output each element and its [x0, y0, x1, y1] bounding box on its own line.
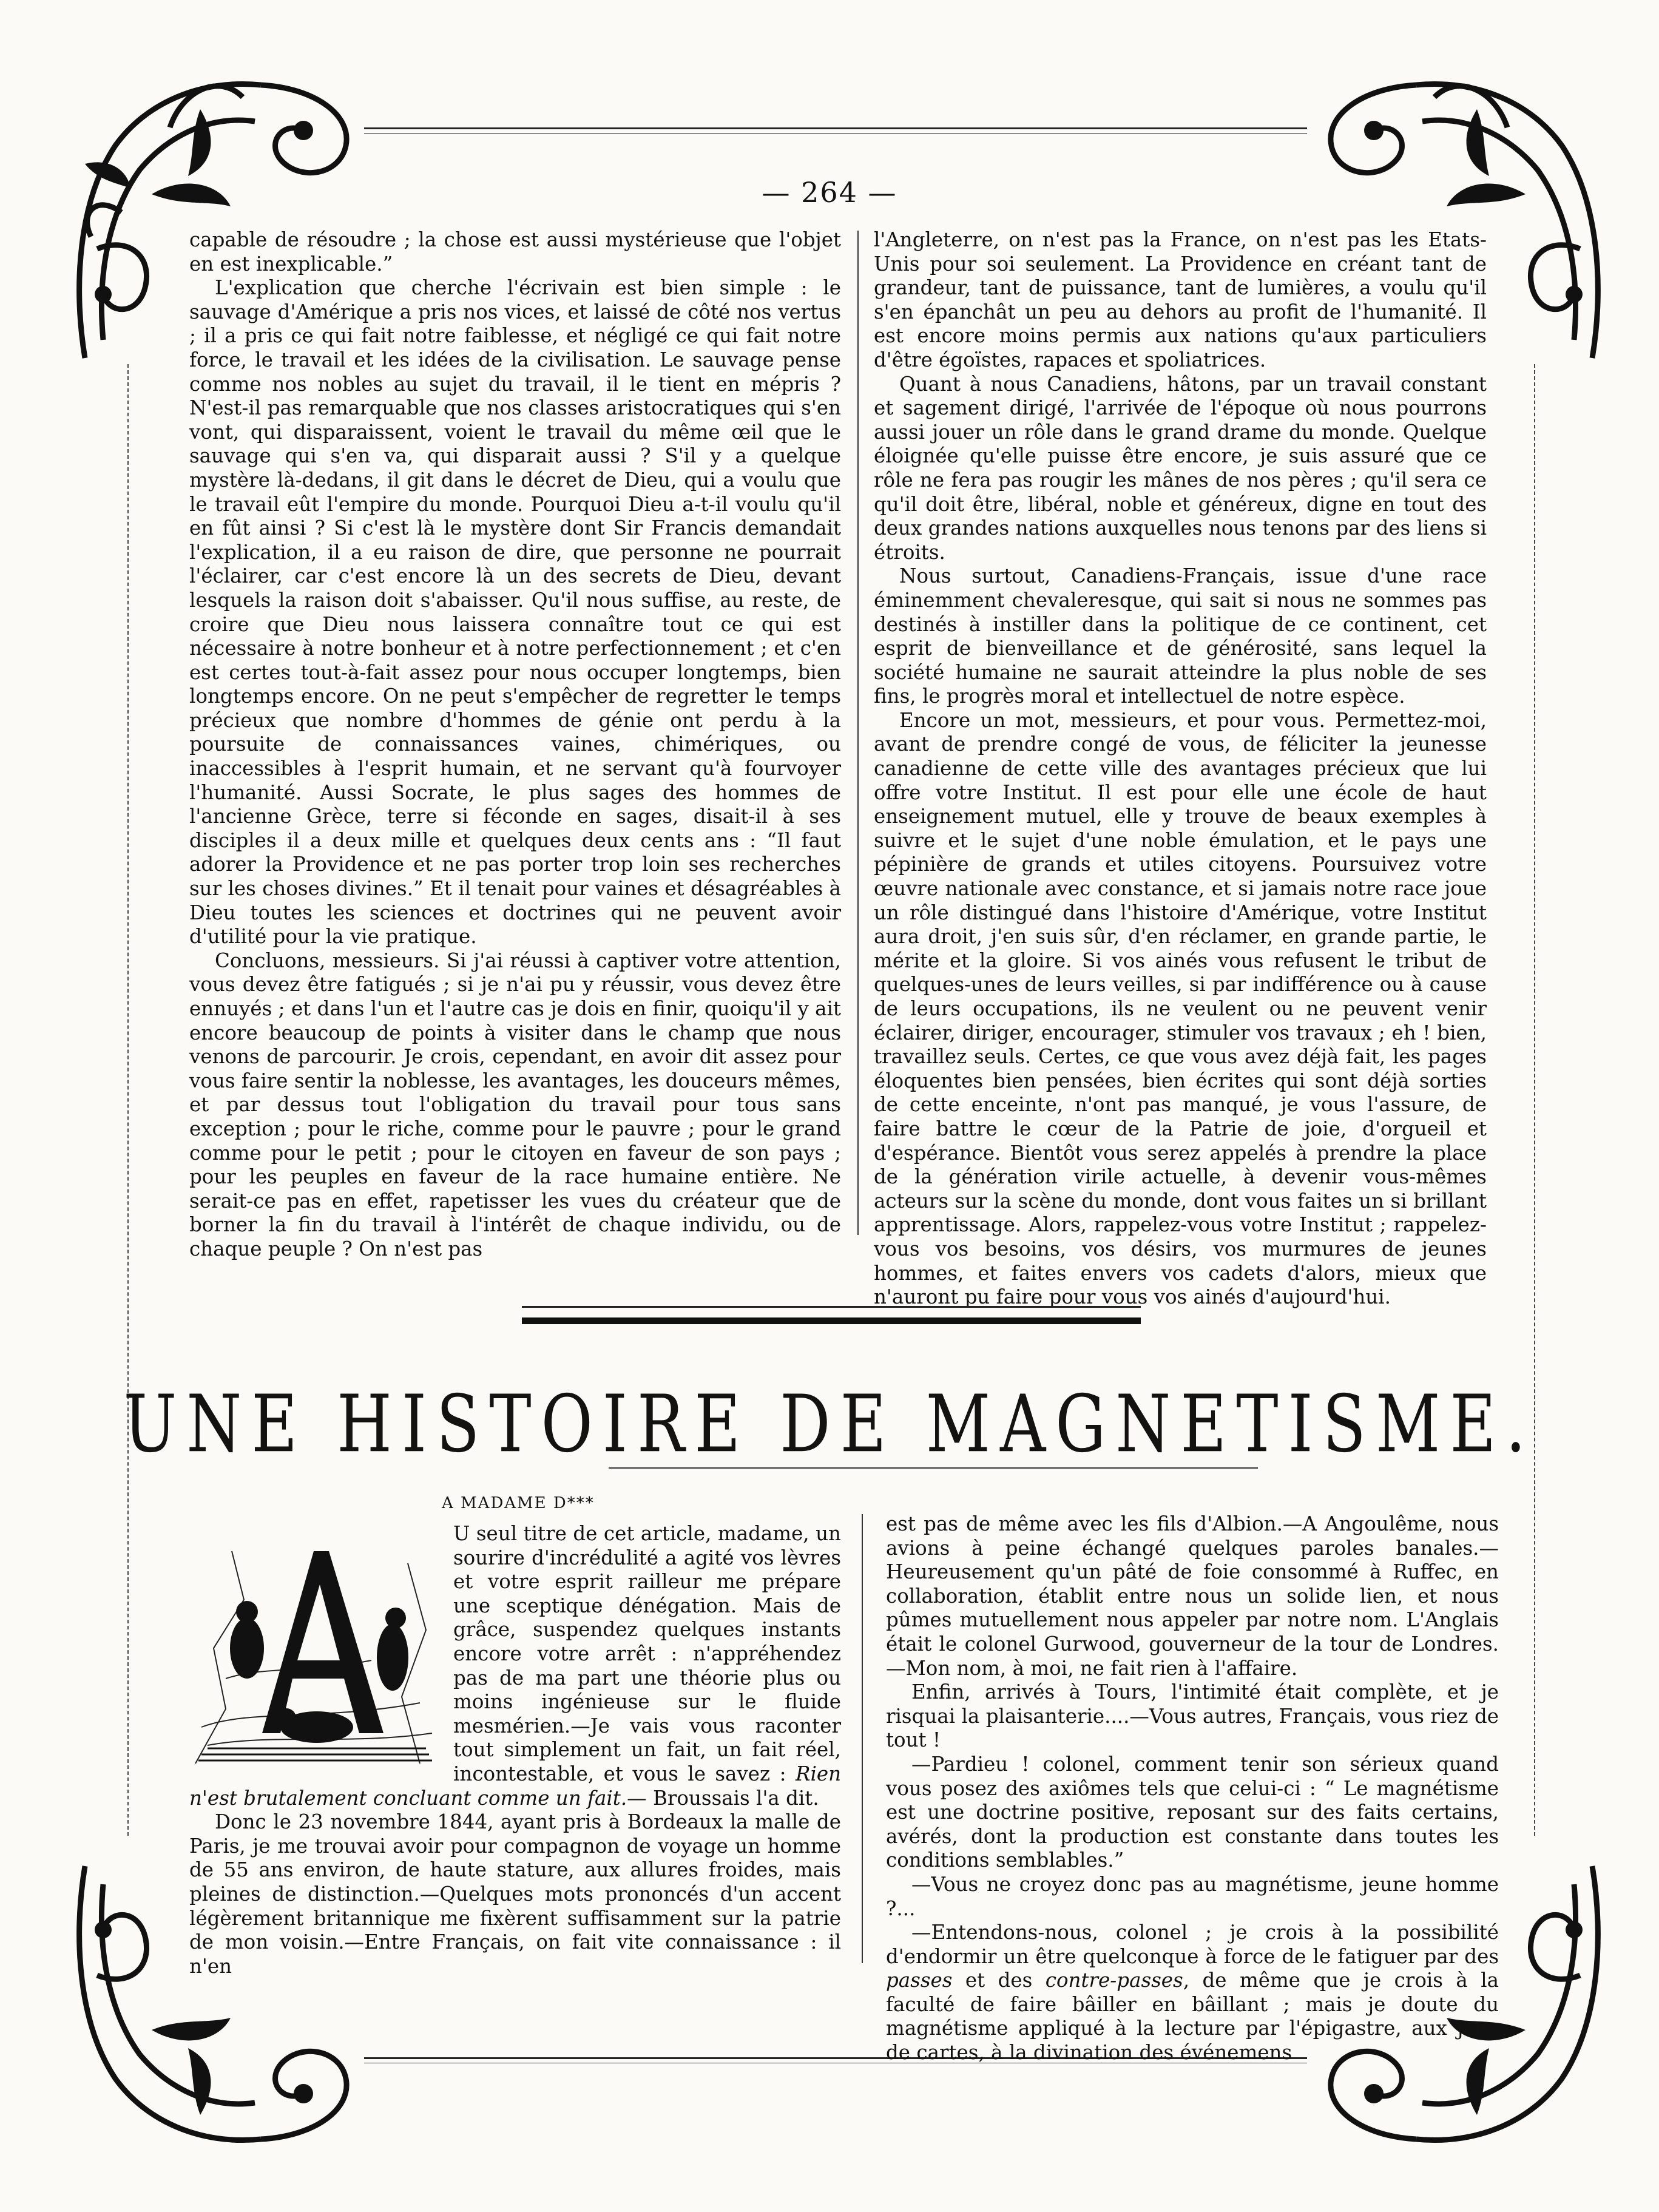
article-column-right: [886, 1512, 1499, 2065]
paragraph: capable de résoudre ; la chose est aussi mystérieuse que l'objet en est inexplicable.”: [189, 228, 841, 276]
paragraph-text: —Entendons-nous, colonel ; je crois à la possibilité d'endormir un être quelconque à force de le fatiguer par des: [886, 1921, 1499, 1968]
paragraph: Encore un mot, messieurs, et pour vous. Permettez-moi, avant de prendre congé de vous, de féliciter la jeunesse canadienne de cette ville des avantages précieux que lui offre votre Institut. Il est pour elle une école de haut enseignement mutuel, elle y trouve de beaux exemples à suivre et le sujet d'une noble émulation, et le pays une pépinière de grands et utiles citoyens. Poursuivez votre œuvre nationale avec constance, et si jamais notre race joue un rôle distingué dans l'histoire d'Amérique, votre Institut aura droit, j'en suis sûr, d'en réclamer, en grande partie, le mérite et la gloire. Si vos ainés vous refusent le tribut de quelques-unes de leurs veilles, si par indifférence ou à cause de leurs occupations, ils ne veulent ou ne peuvent venir éclairer, diriger, encourager, stimuler vos travaux ; eh ! bien, travaillez seuls. Certes, ce que vous avez déjà fait, les pages éloquentes bien pensées, bien écrites qui sont déjà sorties de cette enceinte, n'ont pas manqué, je vous l'assure, de faire battre le cœur de la Patrie de joie, d'orgueil et d'espérance. Bientôt vous serez appelés à prendre la place de la génération virile actuelle, à devenir vous-mêmes acteurs sur la scène du monde, dont vous faites un si brillant apprentissage. Alors, rappelez-vous votre Institut ; rappelez-vous vos besoins, vos désirs, vos murmures de jeunes hommes, et faites envers vos cadets d'alors, mieux que n'auront pu faire pour vous vos ainés d'aujourd'hui.: [874, 708, 1487, 1309]
article-title: UNE HISTOIRE DE MAGNETISME.: [123, 1378, 1536, 1470]
italic-term: passes: [886, 1969, 953, 1992]
border-rule-top: [364, 127, 1307, 134]
paragraph: L'explication que cherche l'écrivain est bien simple : le sauvage d'Amérique a pris nos vices, et laissé de côté nos vertus ; il a pris ce qui fait notre faiblesse, et négligé ce qui fait notre force, le travail et les idées de la civilisation. Le sauvage pense comme nos nobles au sujet du travail, il le tient en mépris ? N'est-il pas remarquable que nos classes aristocratiques qui s'en vont, qui disparaissent, voient le travail du même œil que le sauvage qui s'en va, qui disparait aussi ? S'il y a quelque mystère là-dedans, il git dans le décret de Dieu, qui a voulu que le travail eût l'empire du monde. Pourquoi Dieu a-t-il voulu qu'il en fût ainsi ? Si c'est là le mystère dont Sir Francis demandait l'explication, il a eu raison de dire, que personne ne pourrait l'éclairer, car c'est encore là un des secrets de Dieu, devant lesquels la raison doit s'abaisser. Qu'il nous suffise, au reste, de croire que Dieu nous laissera connaître tout ce qui est nécessaire à notre bonheur et à notre perfectionnement ; et c'en est certes tout-à-fait assez pour nous occuper longtemps, bien longtemps encore. On ne peut s'empêcher de regretter le temps précieux que nombre d'hommes de génie ont perdu à la poursuite de connaissances vaines, chimériques, ou inaccessibles à l'esprit humain, et ne servant qu'à fourvoyer l'humanité. Aussi Socrate, le plus sages des hommes de l'ancienne Grèce, terre si féconde en sages, disait-il à ses disciples il a deux mille et quelques deux cents ans : “Il faut adorer la Providence et ne pas porter trop loin ses recherches sur les choses divines.” Et il tenait pour vaines et désagréables à Dieu toutes les sciences et doctrines qui ne peuvent avoir d'utilité pour la vie pratique.: [189, 276, 841, 949]
column-divider: [857, 231, 859, 1235]
page-number: — 264 —: [762, 176, 897, 209]
border-rule-left: [127, 364, 131, 1836]
paragraph: l'Angleterre, on n'est pas la France, on n'est pas les Etats-Unis pour soi seulement. La Providence en créant tant de grandeur, tant de puissance, tant de lumières, a voulu qu'il s'en épanchât un peu au dehors au profit de l'humanité. Il est encore moins permis aux nations qu'aux particuliers d'être égoïstes, rapaces et spoliatrices.: [874, 228, 1487, 371]
paragraph: Nous surtout, Canadiens-Français, issue d'une race éminemment chevaleresque, qui sait si nous ne sommes pas destinés à instiller dans la politique de ce continent, cet esprit de bienveillance et de générosité, sans lequel la société humaine ne saurait atteindre la plus noble de ses fins, le progrès moral et intellectuel de notre espèce.: [874, 564, 1487, 708]
article-column-left: [189, 1522, 841, 1978]
border-rule-right: [1534, 364, 1538, 1836]
paragraph: est pas de même avec les fils d'Albion.—A Angoulême, nous avions à peine échangé quelques paroles banales.—Heureusement qu'un pâté de foie consommé à Ruffec, en collaboration, établit entre nous un solide lien, et nous pûmes mutuellement nous appeler par notre nom. L'Anglais était le colonel Gurwood, gouverneur de la tour de Londres.—Mon nom, à moi, ne fait rien à l'affaire.: [886, 1512, 1499, 1680]
title-underline: [609, 1467, 1258, 1470]
text-column-left: [189, 228, 841, 1262]
paragraph: Concluons, messieurs. Si j'ai réussi à captiver votre attention, vous devez être fatigués ; si je n'ai pu y réussir, vous devez être ennuyés ; et dans l'un et l'autre cas je dois en finir, quoiqu'il y ait encore beaucoup de points à visiter dans le champ que nous venons de parcourir. Je crois, cependant, en avoir dit assez pour vous faire sentir la noblesse, les avantages, les douceurs mêmes, et par dessus tout l'obligation du travail pour tous sans exception ; pour le riche, comme pour le pauvre ; pour le grand comme pour le petit ; pour le citoyen en faveur de son pays ; pour les peuples en faveur de la race humaine entière. Ne serait-ce pas en effet, rapetisser les vues du créateur que de borner la fin du travail à l'intérêt de chaque individu, ou de chaque peuple ? On n'est pas: [189, 949, 841, 1260]
italic-term: contre-passes: [1045, 1969, 1183, 1992]
paragraph: Enfin, arrivés à Tours, l'intimité était complète, et je risquai la plaisanterie....—Vous autres, Français, vous riez de tout !: [886, 1680, 1499, 1752]
paragraph-text: et des: [952, 1969, 1046, 1992]
italic-quote: Rien n'est brutalement concluant comme un fait.: [189, 1762, 841, 1810]
drop-cap-engraving: [189, 1527, 441, 1770]
illustrated-drop-cap: [189, 1527, 441, 1770]
paragraph-text: , de même que je crois à la faculté de faire bâiller en bâillant ; mais je doute du magnétisme appliqué à la lecture par l'épigastre, aux jeux de cartes, à la divination des événemens: [886, 1969, 1499, 2065]
text-column-right: [874, 228, 1487, 1310]
paragraph-text: U seul titre de cet article, madame, un sourire d'incrédulité a agité vos lèvres et votre esprit railleur me prépare une sceptique dénégation. Mais de grâce, suspendez quelques instants encore votre arrêt : n'appréhendez pas de ma part une théorie plus ou moins ingénieuse sur le fluide mesmérien.—Je vais vous raconter tout simplement un fait, un fait réel, incontestable, et vous le savez :: [453, 1522, 841, 1785]
article-dedication: A MADAME D***: [442, 1494, 595, 1512]
paragraph: —Pardieu ! colonel, comment tenir son sérieux quand vous posez des axiômes tels que celui-ci : “ Le magnétisme est une doctrine positive, reposant sur des faits certains, avérés, dont la production est constante dans toutes les conditions semblables.”: [886, 1752, 1499, 1872]
section-divider: [522, 1306, 1141, 1324]
column-divider: [862, 1514, 863, 1963]
paragraph: Quant à nous Canadiens, hâtons, par un travail constant et sagement dirigé, l'arrivée de l'époque où nous pourrons aussi jouer un rôle dans le grand drame du monde. Quelque éloignée qu'elle puisse être encore, je suis assuré que ce rôle ne fera pas rougir les mânes de nos pères ; qu'il sera ce qu'il doit être, libéral, noble et généreux, digne en tout des deux grandes nations auxquelles nous tenons par des liens si étroits.: [874, 372, 1487, 564]
paragraph: —Vous ne croyez donc pas au magnétisme, jeune homme ?...: [886, 1872, 1499, 1920]
paragraph-text: — Broussais l'a dit.: [627, 1786, 819, 1810]
paragraph: Donc le 23 novembre 1844, ayant pris à Bordeaux la malle de Paris, je me trouvai avoir pour compagnon de voyage un homme de 55 ans environ, de haute stature, aux allures froides, mais pleines de distinction.—Quelques mots prononcés d'un accent légèrement britannique me fixèrent suffisamment sur la patrie de mon voisin.—Entre Français, on fait vite connaissance : il n'en: [189, 1810, 841, 1978]
paragraph: [886, 1921, 1499, 2065]
